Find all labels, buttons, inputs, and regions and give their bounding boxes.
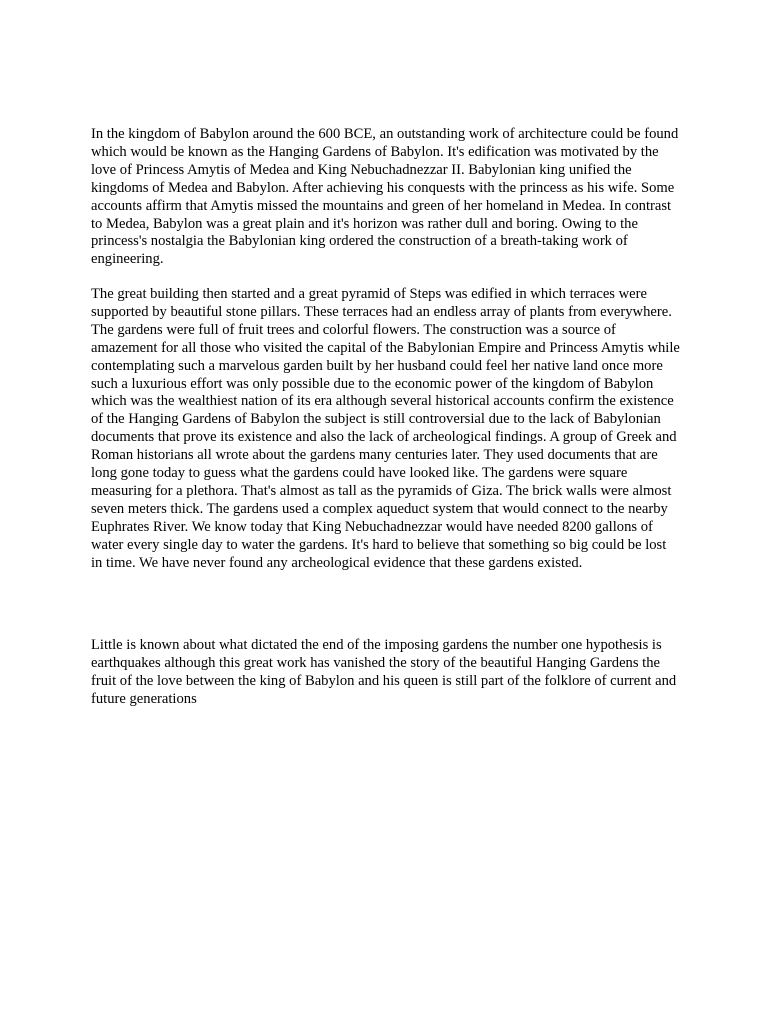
paragraph-2: The great building then started and a great pyramid of Steps was edified in which terraces were supported by beautiful stone pillars. These terraces had an endless array of plants from everywhere. The gardens were full of fruit trees and colorful flowers. The construction was a source of amazement for all those who visited the capital of the Babylonian Empire and Princess Amytis while contemplating such a marvelous garden built by her husband could feel her native land once more such a luxurious effort was only possible due to the economic power of the kingdom of Babylon which was the wealthiest nation of its era although several historical accounts confirm the existence of the Hanging Gardens of Babylon the subject is still controversial due to the lack of Babylonian documents that prove its existence and also the lack of archeological findings. A group of Greek and Roman historians all wrote about the gardens many centuries later. They used documents that are long gone today to guess what the gardens could have looked like. The gardens were square measuring for a plethora. That's almost as tall as the pyramids of Giza. The brick walls were almost seven meters thick. The gardens used a complex aqueduct system that would connect to the nearby Euphrates River. We know today that King Nebuchadnezzar would have needed 8200 gallons of water every single day to water the gardens. It's hard to believe that something so big could be lost in time. We have never found any archeological evidence that these gardens existed. <box>91 286 680 571</box>
paragraph-3: Little is known about what dictated the end of the imposing gardens the number one hypothesis is earthquakes although this great work has vanished the story of the beautiful Hanging Gardens the fruit of the love between the king of Babylon and his queen is still part of the folklore of current and future generations <box>91 637 677 707</box>
paragraph-1: In the kingdom of Babylon around the 600 BCE, an outstanding work of architecture could be found which would be known as the Hanging Gardens of Babylon. It's edification was motivated by the love of Princess Amytis of Medea and King Nebuchadnezzar II. Babylonian king unified the kingdoms of Medea and Babylon. After achieving his conquests with the princess as his wife. Some accounts affirm that Amytis missed the mountains and green of her homeland in Medea. In contrast to Medea, Babylon was a great plain and it's horizon was rather dull and boring. Owing to the princess's nostalgia the Babylonian king ordered the construction of a breath-taking work of engineering. <box>91 126 679 268</box>
